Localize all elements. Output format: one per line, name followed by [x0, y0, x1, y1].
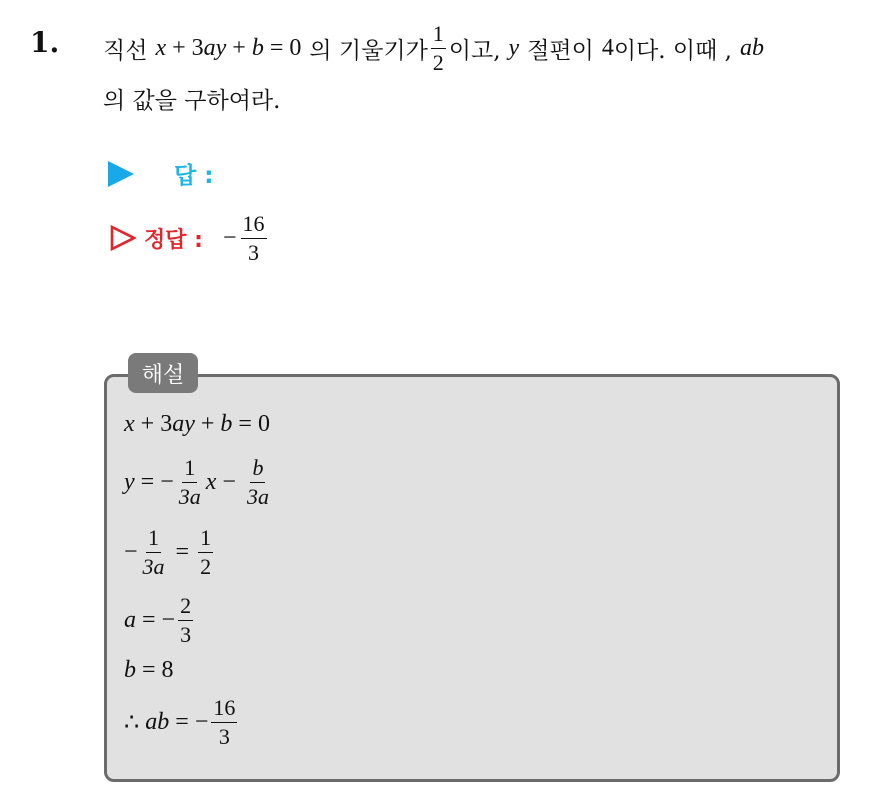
- minus: −: [124, 538, 138, 565]
- problem-text-line-2: 의 값을 구하여라.: [103, 88, 281, 114]
- denominator: 3: [218, 723, 230, 749]
- coef: + 3: [172, 34, 204, 61]
- term: +: [194, 410, 221, 437]
- correct-answer-value: [223, 212, 270, 263]
- solution-line-6: [124, 690, 240, 754]
- equals-zero: = 0: [269, 34, 302, 61]
- therefore-symbol: ∴: [124, 709, 146, 736]
- equals-minus: = −: [136, 606, 176, 633]
- numerator-text: b: [252, 455, 264, 481]
- denominator-text: 3a: [178, 483, 201, 509]
- solution-line-3: [124, 520, 216, 584]
- text-segment: 이다. 이때 ,: [613, 37, 732, 64]
- var-ay: ay: [172, 410, 195, 437]
- line-equation: [155, 35, 301, 62]
- denominator: [177, 483, 203, 508]
- numerator: 1: [182, 456, 197, 482]
- equals-minus: = −: [134, 468, 174, 495]
- answer-fraction: [241, 212, 267, 263]
- denominator-text: 3a: [246, 483, 269, 509]
- text-segment: 의 기울기가: [309, 37, 428, 64]
- fraction: [211, 696, 237, 747]
- equals-minus: = −: [169, 708, 209, 735]
- var-b: b: [251, 34, 264, 61]
- denominator-text: 3a: [142, 553, 165, 579]
- denominator: 3: [248, 239, 260, 265]
- numerator: 1: [198, 526, 213, 552]
- var-b: b: [124, 656, 136, 683]
- problem-text-line-1: [103, 18, 764, 78]
- minus-sign: −: [222, 224, 237, 251]
- problem-number: 1.: [30, 26, 60, 59]
- correct-answer-row: [110, 206, 270, 270]
- denominator: 2: [200, 553, 212, 579]
- term: + 3: [134, 410, 173, 437]
- slope-fraction: [431, 22, 446, 73]
- var-x: x: [155, 34, 167, 61]
- fraction: [198, 526, 213, 577]
- solution-line-5: [124, 652, 174, 688]
- solution-line-1: [124, 406, 270, 442]
- plus: +: [232, 34, 246, 61]
- solution-tab: 해설: [128, 353, 198, 393]
- intercept-value: 4: [601, 34, 614, 61]
- numerator: 1: [146, 526, 161, 552]
- fraction: [178, 594, 193, 645]
- answer-label: 답 :: [174, 163, 214, 189]
- solution-line-2: [124, 450, 274, 514]
- term: = 0: [232, 410, 270, 437]
- solution-line-4: [124, 588, 196, 652]
- denominator: 2: [432, 49, 444, 75]
- denominator: [245, 483, 271, 508]
- correct-answer-label: 정답 :: [144, 227, 203, 253]
- var-x: x: [124, 410, 135, 437]
- var-y: y: [124, 468, 135, 495]
- numerator: 16: [211, 696, 237, 722]
- equals-value: = 8: [136, 656, 174, 683]
- outline-triangle-icon: [110, 225, 136, 251]
- var-ab: ab: [145, 708, 170, 735]
- numerator: 1: [431, 22, 446, 48]
- equals: =: [169, 538, 196, 565]
- var-y: y: [508, 34, 520, 61]
- text-segment: 이고,: [448, 37, 501, 64]
- var-x: x: [205, 468, 217, 495]
- text-segment: 절편이: [527, 37, 594, 64]
- var-b: b: [220, 410, 233, 437]
- fraction: [245, 456, 271, 507]
- fraction: [177, 456, 203, 507]
- play-triangle-icon: [108, 161, 134, 187]
- answer-row: [108, 157, 213, 190]
- var-a: a: [124, 606, 136, 633]
- numerator: 16: [241, 212, 267, 238]
- var-ab: ab: [739, 34, 764, 61]
- numerator: [250, 456, 265, 482]
- var-ay: ay: [203, 34, 227, 61]
- minus: −: [216, 468, 242, 495]
- text-segment: 직선: [103, 37, 148, 64]
- numerator: 2: [178, 594, 193, 620]
- fraction: [141, 526, 167, 577]
- denominator: 3: [180, 621, 192, 647]
- denominator: [141, 553, 167, 578]
